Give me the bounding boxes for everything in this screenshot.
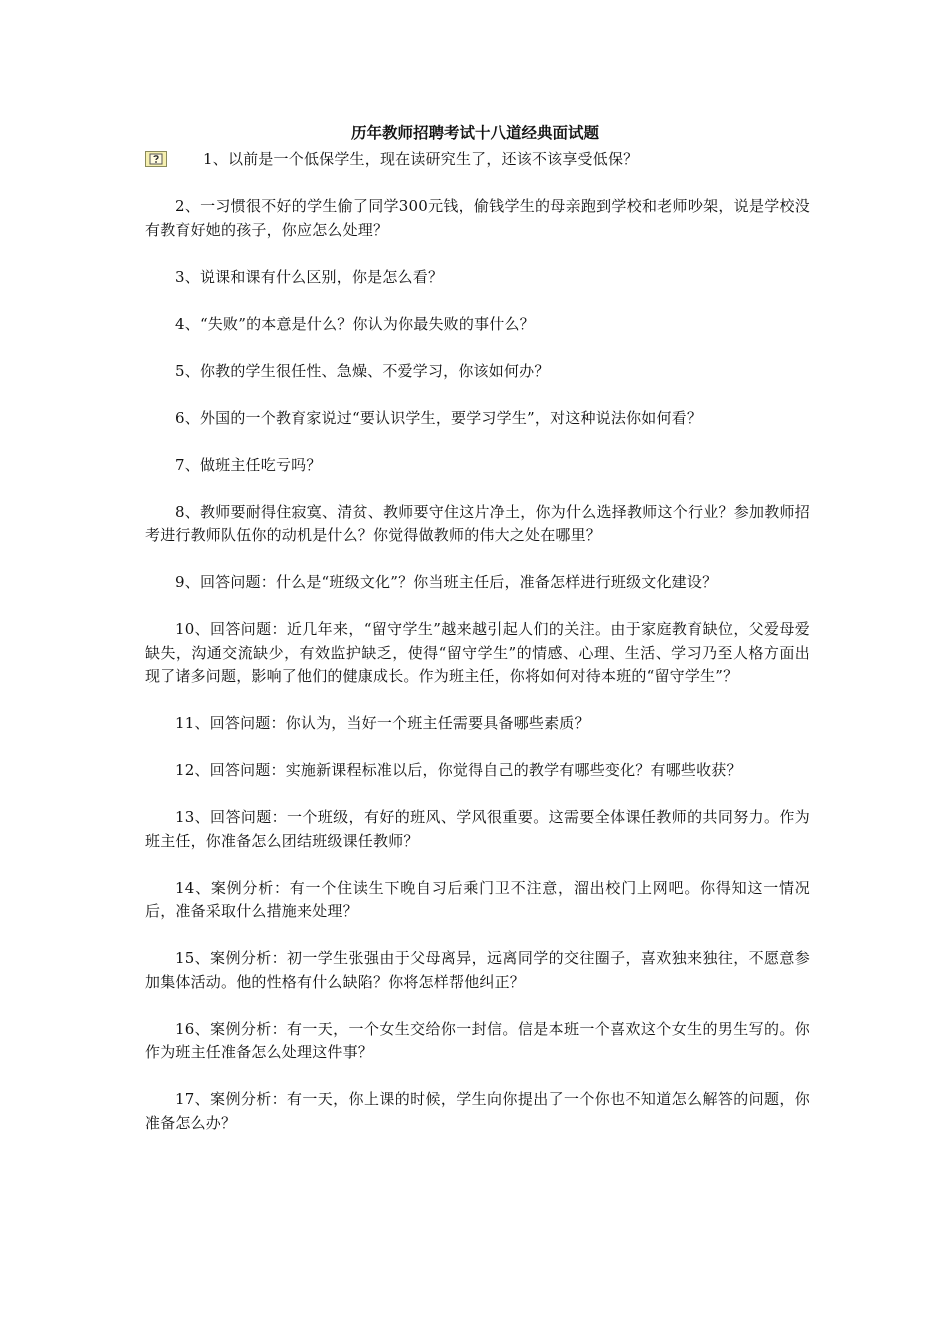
question-item: 17、案例分析：有一天，你上课的时候，学生向你提出了一个你也不知道怎么解答的问题，你准备怎么办？ (145, 1090, 810, 1132)
question-item: 9、回答问题：什么是“班级文化”？你当班主任后，准备怎样进行班级文化建设？ (175, 573, 718, 591)
question-item: 15、案例分析：初一学生张强由于父母离异，远离同学的交往圈子，喜欢独来独往，不愿意参加集体活动。他的性格有什么缺陷？你将怎样帮他纠正？ (145, 949, 810, 991)
question-list (145, 148, 810, 1135)
question-item: 1、以前是一个低保学生，现在读研究生了，还该不该享受低保？ (203, 150, 639, 168)
question-item: 4、“失败”的本意是什么？你认为你最失败的事什么？ (175, 314, 535, 333)
question-item: 8、教师要耐得住寂寞、清贫、教师要守住这片净土，你为什么选择教师这个行业？参加教师招考进行教师队伍你的动机是什么？你觉得做教师的伟大之处在哪里？ (145, 502, 810, 544)
question-item: 3、说课和课有什么区别，你是怎么看？ (175, 267, 444, 286)
question-item: 12、回答问题：实施新课程标准以后，你觉得自己的教学有哪些变化？有哪些收获？ (175, 761, 742, 779)
question-item: 11、回答问题：你认为，当好一个班主任需要具备哪些素质？ (175, 714, 590, 732)
question-item: 10、回答问题：近几年来，“留守学生”越来越引起人们的关注。由于家庭教育缺位，父爱母爱缺失，沟通交流缺少，有效监护缺乏，使得“留守学生”的情感、心理、生活、学习乃至人格方面出现了诸多问题，影响了他们的健康成长。作为班主任，你将如何对待本班的“留守学生”？ (145, 620, 810, 685)
question-item: 14、案例分析：有一个住读生下晚自习后乘门卫不注意，溜出校门上网吧。你得知这一情况后，准备采取什么措施来处理？ (145, 878, 810, 920)
question-item: 2、一习惯很不好的学生偷了同学300元钱，偷钱学生的母亲跑到学校和老师吵架，说是学校没有教育好她的孩子，你应怎么处理？ (145, 197, 810, 239)
question-item: 16、案例分析：有一天，一个女生交给你一封信。信是本班一个喜欢这个女生的男生写的。你作为班主任准备怎么处理这件事？ (145, 1019, 810, 1061)
question-item: 5、你教的学生很任性、急燥、不爱学习，你该如何办？ (175, 361, 550, 380)
document-title: 历年教师招聘考试十八道经典面试题 (350, 123, 599, 142)
question-item: 7、做班主任吃亏吗？ (175, 455, 322, 474)
question-item: 6、外国的一个教育家说过“要认识学生，要学习学生”，对这种说法你如何看？ (175, 408, 703, 427)
question-item: 13、回答问题：一个班级，有好的班风、学风很重要。这需要全体课任教师的共同努力。作为班主任，你准备怎么团结班级课任教师？ (145, 808, 810, 850)
